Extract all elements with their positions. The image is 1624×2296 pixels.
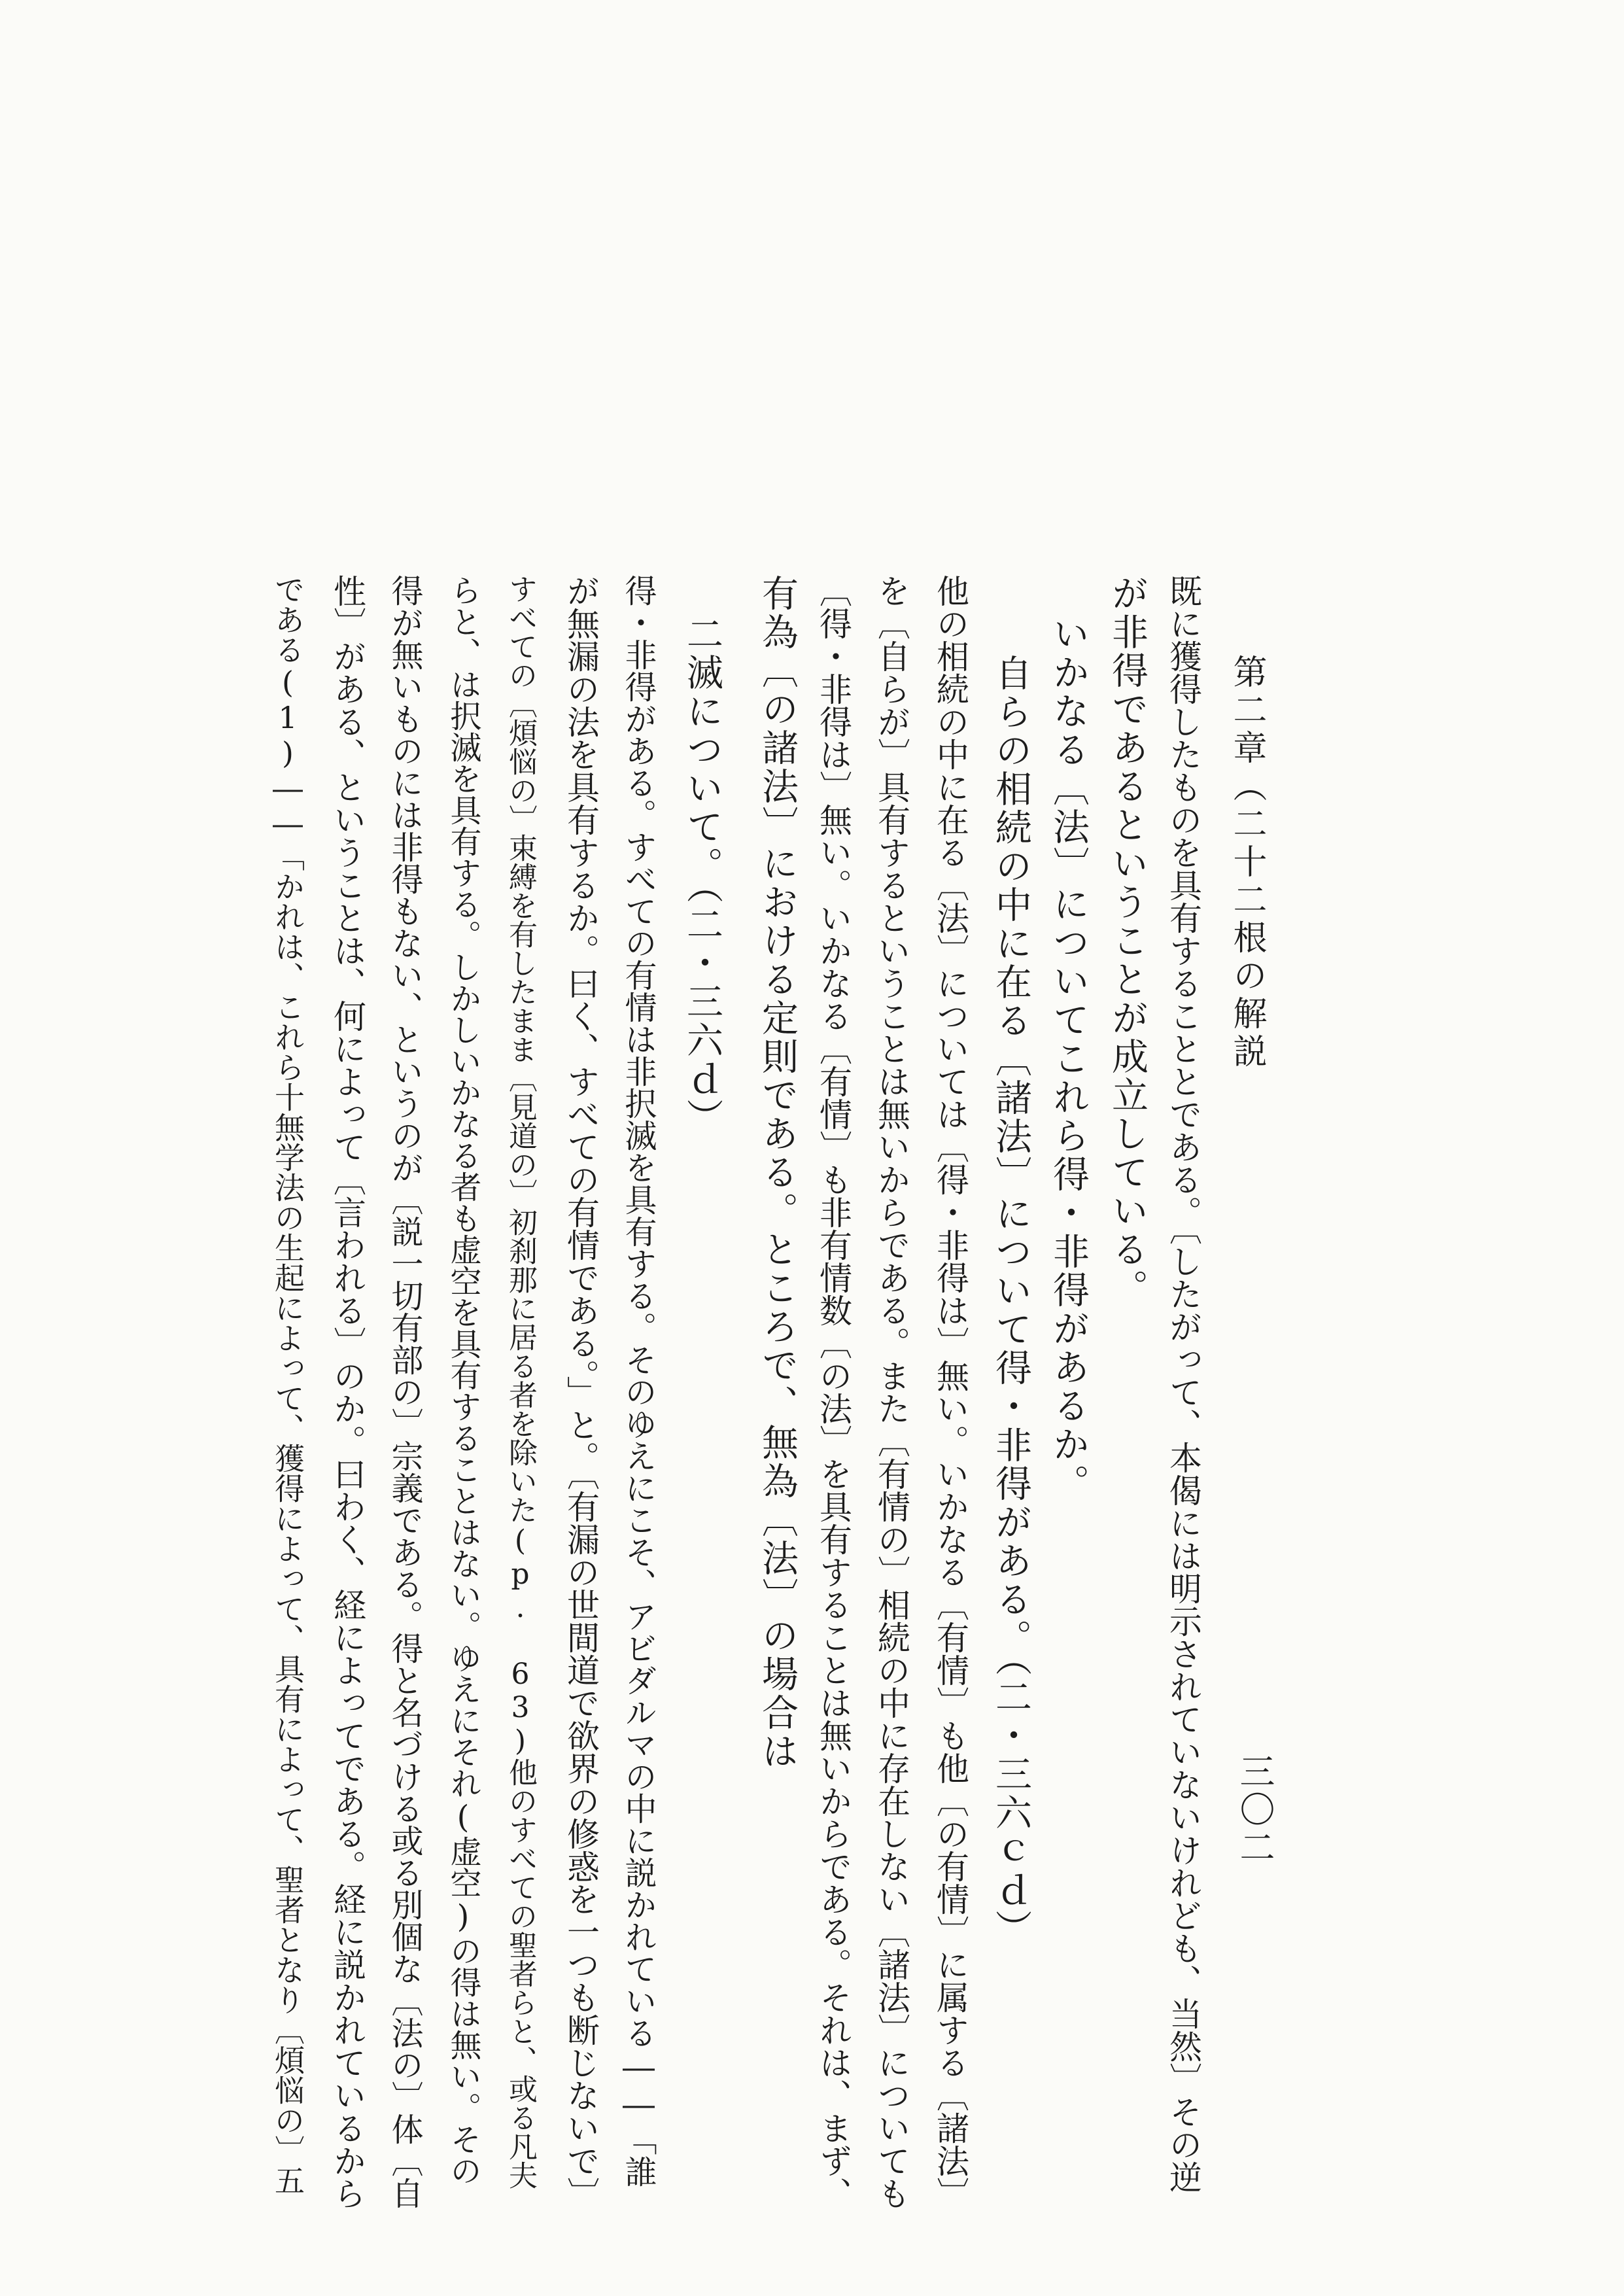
- text-column-13: らと、は択滅を具有する。しかしいかなる者も虚空を具有することはない。ゆえにそれ(虚空)の得は無い。その: [445, 574, 481, 2186]
- chapter-header: 第二章（二十二根の解説: [1227, 654, 1266, 1071]
- text-column-12: すべての〔煩悩の〕束縛を有したまま〔見道の〕初刹那に居る者を除いた(p. 63)他のすべての聖者らと、或る凡夫: [504, 574, 537, 2189]
- text-column-11: が無漏の法を具有するか。曰く、すべての有情である。」と。〔有漏の世間道で欲界の修惑を一つも断じないで〕: [562, 574, 600, 2210]
- text-column-4: 自らの相続の中に在る〔諸法〕について得・非得がある。（二・三六ｃｄ）: [990, 654, 1032, 1948]
- text-column-6: を〔自らが〕具有するということは無いからである。また〔有情の〕相続の中に存在しない〔諸法〕についても: [872, 574, 910, 2210]
- text-column-5: 他の相続の中に在る〔法〕については〔得・非得は〕無い。いかなる〔有情〕も他〔の有情〕に属する〔諸法〕: [931, 574, 969, 2210]
- text-column-8: 有為〔の諸法〕における定則である。ところで、無為〔法〕の場合は: [756, 574, 799, 1771]
- text-column-7: 〔得・非得は〕無い。いかなる〔有情〕も非有情数〔の法〕を具有することは無いからである。それは、まず、: [814, 574, 852, 2210]
- page-number: 三〇二: [1234, 1753, 1275, 1867]
- text-column-10: 得・非得がある。すべての有情は非択滅を具有する。そのゆえにこそ、アビダルマの中に説かれている――「誰: [620, 574, 657, 2187]
- text-column-9: 二滅について。（二・三六ｄ）: [681, 615, 723, 1137]
- text-column-15: 性〕がある、ということは、何によって〔言われる〕のか。曰わく、経によってである。経に説かれているから: [328, 574, 366, 2210]
- text-column-3: いかなる〔法〕についてこれら得・非得があるか。: [1047, 615, 1090, 1503]
- text-column-2: が非得であるということが成立している。: [1106, 574, 1149, 1308]
- text-column-1: 既に獲得したものを具有することとである。〔したがって、本偈には明示されていないけれども、当然〕その逆: [1164, 574, 1202, 2193]
- text-column-16: である(1)――「かれは、これら十無学法の生起によって、獲得によって、具有によって、聖者となり〔煩悩の〕五: [270, 574, 305, 2195]
- text-column-14: 得が無いものには非得もない、というのが〔説一切有部の〕宗義である。得と名づける或る別個な〔法の〕体〔自: [387, 574, 424, 2209]
